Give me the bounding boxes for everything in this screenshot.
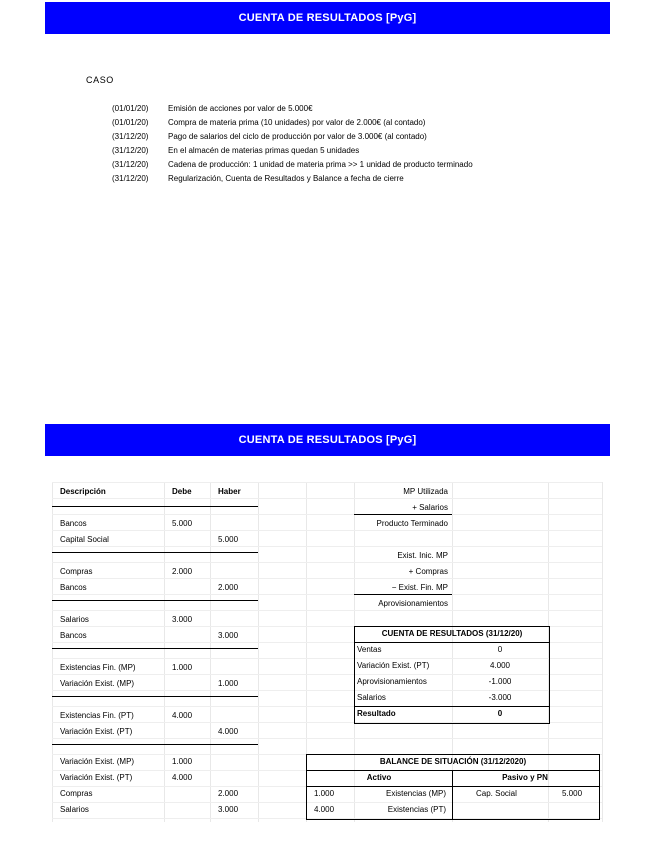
balance-pasivo-value: 5.000 <box>562 789 583 798</box>
journal-desc: Variación Exist. (MP) <box>60 757 135 766</box>
pyg-result-value: 0 <box>497 709 503 718</box>
journal-debe: 3.000 <box>172 615 193 624</box>
journal-debe: 4.000 <box>172 773 193 782</box>
journal-desc: Bancos <box>60 519 87 528</box>
pyg-title: CUENTA DE RESULTADOS (31/12/20) <box>381 629 523 638</box>
pyg-row-label: Salarios <box>357 693 386 702</box>
balance-activo-label: Existencias (MP) <box>385 789 446 798</box>
pyg-row-value: 0 <box>497 645 503 654</box>
journal-desc: Variación Exist. (PT) <box>60 727 133 736</box>
separator-line <box>52 552 258 553</box>
balance-activo-header: Activo <box>366 773 392 782</box>
journal-debe: 1.000 <box>172 663 193 672</box>
journal-haber: 3.000 <box>218 805 239 814</box>
balance-activo-label: Existencias (PT) <box>387 805 446 814</box>
journal-desc: Bancos <box>60 631 87 640</box>
event-text: Emisión de acciones por valor de 5.000€ <box>168 104 313 113</box>
journal-desc: Existencias Fin. (MP) <box>60 663 136 672</box>
event-date: (01/01/20) <box>112 104 149 113</box>
journal-desc: Bancos <box>60 583 87 592</box>
journal-haber: 5.000 <box>218 535 239 544</box>
grid-line <box>602 482 603 822</box>
section-banner: CUENTA DE RESULTADOS [PyG] <box>45 424 610 456</box>
journal-header-desc: Descripción <box>60 487 106 496</box>
grid-line <box>52 578 602 579</box>
pyg-row-value: -1.000 <box>488 677 512 686</box>
event-item <box>112 116 473 130</box>
grid-line <box>164 482 165 822</box>
grid-line <box>52 738 602 739</box>
pyg-row-value: 4.000 <box>489 661 511 670</box>
case-events-list <box>112 102 473 186</box>
balance-pasivo-header: Pasivo y PN <box>502 773 548 782</box>
pyg-row-label: Ventas <box>357 645 382 654</box>
journal-desc: Capital Social <box>60 535 109 544</box>
pyg-row-label: Variación Exist. (PT) <box>357 661 430 670</box>
event-date: (31/12/20) <box>112 146 149 155</box>
journal-haber: 2.000 <box>218 583 239 592</box>
grid-line <box>52 482 53 822</box>
pyg-row-value: -3.000 <box>488 693 512 702</box>
balance-pasivo-label: Cap. Social <box>476 789 517 798</box>
calc-label: Aprovisionamientos <box>378 599 448 608</box>
event-text: Pago de salarios del ciclo de producción por valor de 3.000€ (al contado) <box>168 132 427 141</box>
journal-desc: Variación Exist. (MP) <box>60 679 135 688</box>
journal-debe: 4.000 <box>172 711 193 720</box>
balance-activo-value: 1.000 <box>314 789 335 798</box>
journal-desc: Salarios <box>60 615 89 624</box>
grid-line <box>52 546 602 547</box>
grid-line <box>52 514 602 515</box>
caso-label: CASO <box>86 75 114 85</box>
separator-line <box>52 696 258 697</box>
event-text: Cadena de producción: 1 unidad de materia prima >> 1 unidad de producto terminado <box>168 160 473 169</box>
pyg-row-label: Aprovisionamientos <box>357 677 427 686</box>
separator-line <box>52 648 258 649</box>
event-item <box>112 130 473 144</box>
journal-haber: 4.000 <box>218 727 239 736</box>
event-date: (01/01/20) <box>112 118 149 127</box>
calc-label: + Salarios <box>412 503 448 512</box>
journal-desc: Existencias Fin. (PT) <box>60 711 134 720</box>
journal-header-debe: Debe <box>172 487 192 496</box>
calc-label: − Exist. Fin. MP <box>391 583 448 592</box>
journal-desc: Variación Exist. (PT) <box>60 773 133 782</box>
grid-line <box>52 562 602 563</box>
grid-line <box>52 530 602 531</box>
journal-header-haber: Haber <box>218 487 241 496</box>
calc-label: + Compras <box>408 567 448 576</box>
separator-line <box>354 514 452 515</box>
event-text: Regularización, Cuenta de Resultados y Balance a fecha de cierre <box>168 174 404 183</box>
journal-debe: 2.000 <box>172 567 193 576</box>
separator-line <box>52 506 258 507</box>
journal-debe: 1.000 <box>172 757 193 766</box>
balance-title: BALANCE DE SITUACIÓN (31/12/2020) <box>379 757 527 766</box>
grid-line <box>52 594 602 595</box>
separator-line <box>52 744 258 745</box>
grid-line <box>210 482 211 822</box>
grid-line <box>52 482 602 483</box>
event-date: (31/12/20) <box>112 160 149 169</box>
event-text: Compra de materia prima (10 unidades) por valor de 2.000€ (al contado) <box>168 118 426 127</box>
calc-label: MP Utilizada <box>403 487 448 496</box>
journal-haber: 2.000 <box>218 789 239 798</box>
journal-desc: Compras <box>60 567 93 576</box>
grid-line <box>52 610 602 611</box>
journal-haber: 1.000 <box>218 679 239 688</box>
separator-line <box>354 594 452 595</box>
event-item <box>112 102 473 116</box>
grid-line <box>258 482 259 822</box>
grid-line <box>52 498 602 499</box>
event-text: En el almacén de materias primas quedan 5 unidades <box>168 146 360 155</box>
balance-activo-value: 4.000 <box>314 805 335 814</box>
calc-label: Exist. Inic. MP <box>397 551 448 560</box>
event-item <box>112 144 473 158</box>
calc-label: Producto Terminado <box>376 519 448 528</box>
top-banner: CUENTA DE RESULTADOS [PyG] <box>45 2 610 34</box>
event-item <box>112 172 473 186</box>
pyg-result-label: Resultado <box>357 709 396 718</box>
event-date: (31/12/20) <box>112 174 149 183</box>
journal-desc: Salarios <box>60 805 89 814</box>
spreadsheet <box>52 482 602 822</box>
event-date: (31/12/20) <box>112 132 149 141</box>
event-item <box>112 158 473 172</box>
journal-desc: Compras <box>60 789 93 798</box>
separator-line <box>52 600 258 601</box>
journal-debe: 5.000 <box>172 519 193 528</box>
journal-haber: 3.000 <box>218 631 239 640</box>
